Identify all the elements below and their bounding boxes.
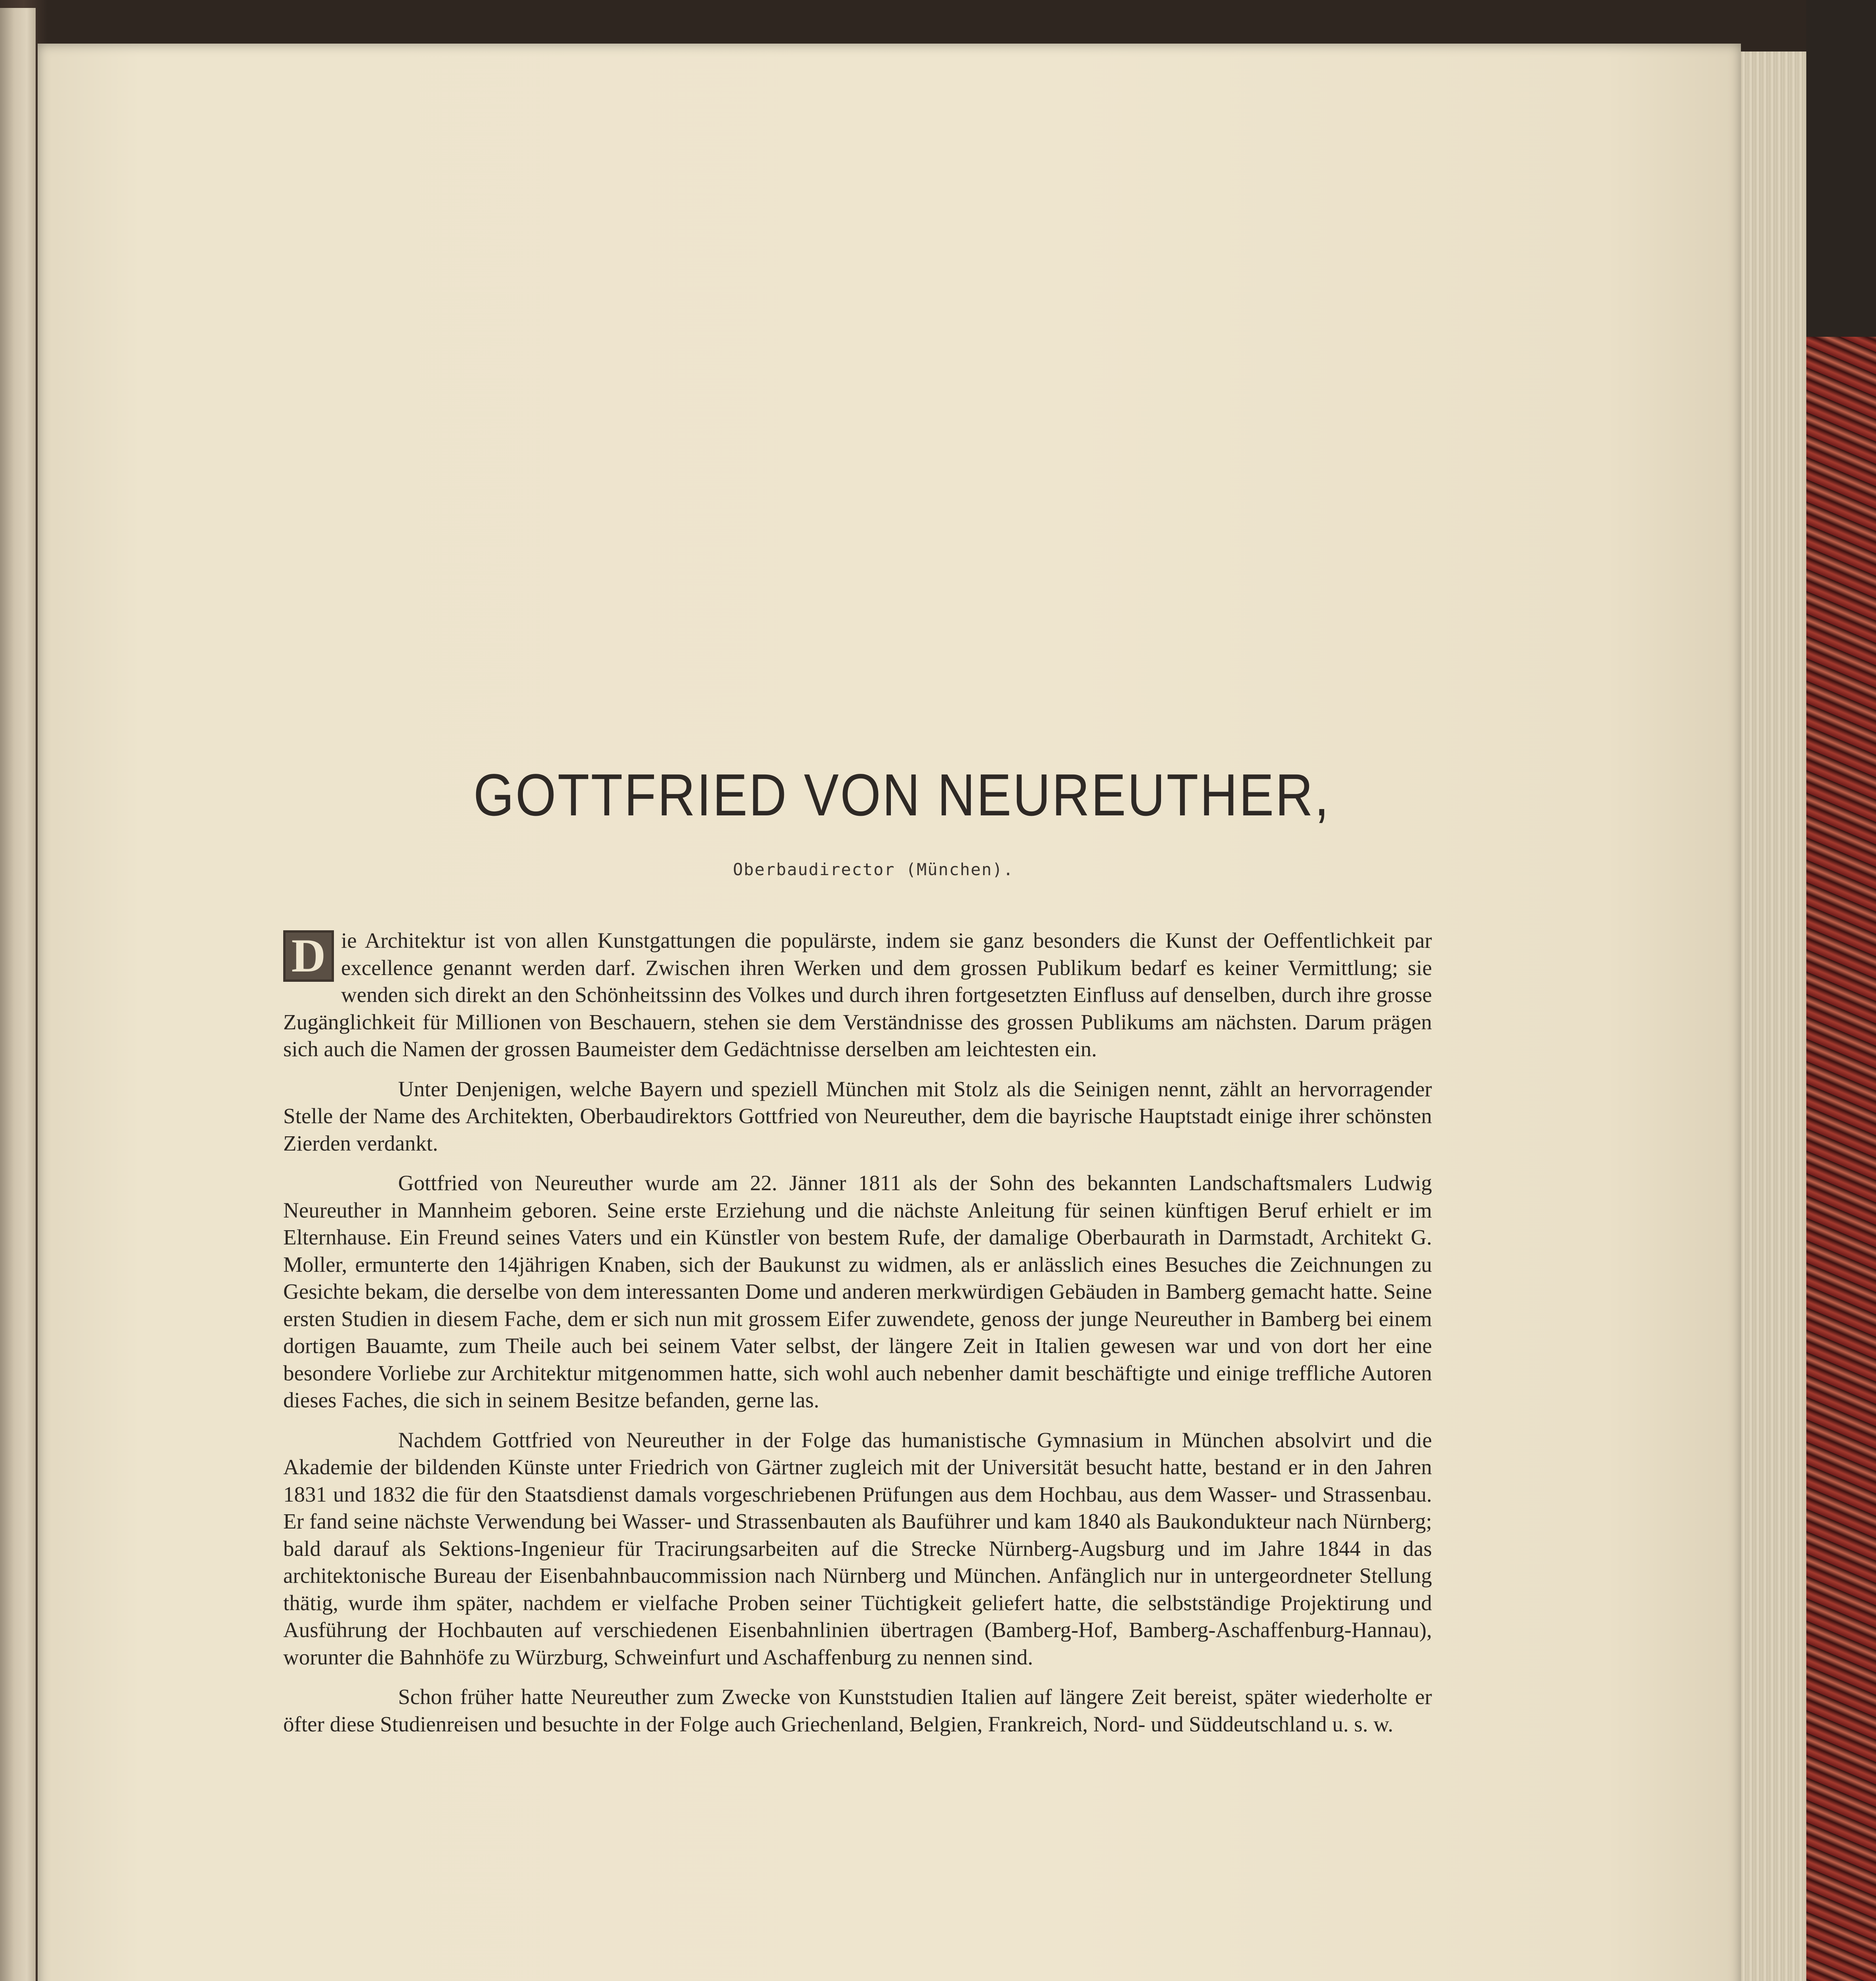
paragraph-5: Schon früher hatte Neureuther zum Zwecke von Kunststudien Italien auf längere Zeit bereist, später wiederholte er öfter diese Studienreisen und besuchte in der Folge auch Griechenland, Belgien, Frankreich, Nord- und Süddeutschland u. s. w. (283, 1685, 1432, 1736)
paragraph-1 (283, 927, 1432, 1063)
page-subtitle: Oberbaudirector (München). (733, 860, 1014, 879)
binding-top (1806, 0, 1876, 337)
page-content (38, 44, 1741, 1981)
marbled-binding (1806, 337, 1876, 1981)
paragraph-3: Gottfried von Neureuther wurde am 22. Jänner 1811 als der Sohn des bekannten Landschaftsmalers Ludwig Neureuther in Mannheim geboren. Seine erste Erziehung und die nächste Anleitung für seinen künftigen Beruf erhielt er im Elternhause. Ein Freund seines Vaters und ein Künstler von bestem Rufe, der damalige Oberbaurath in Darmstadt, Architekt G. Moller, ermunterte den 14jährigen Knaben, sich der Baukunst zu widmen, als er anlässlich eines Besuches die Zeichnungen zu Gesichte bekam, die derselbe von dem interessanten Dome und anderen merkwürdigen Gebäuden in Bamberg gemacht hatte. Seine ersten Studien in diesem Fache, dem er sich nun mit grossem Eifer zuwendete, genoss der junge Neureuther in Bamberg bei einem dortigen Bauamte, zum Theile auch bei seinem Vater selbst, der längere Zeit in Italien gewesen war und von dort her eine besondere Vorliebe zur Architektur mitgenommen hatte, sich wohl auch nebenher damit beschäftigte und einige treffliche Autoren dieses Faches, die sich in seinem Besitze befanden, gerne las. (283, 1171, 1432, 1412)
paragraph-2: Unter Denjenigen, welche Bayern und speziell München mit Stolz als die Seinigen nennt, zählt an hervorragender Stelle der Name des Architekten, Oberbaudirektors Gottfried von Neureuther, dem die bayrische Hauptstadt einige ihrer schönsten Zierden verdankt. (283, 1076, 1432, 1155)
previous-page-edge (0, 8, 36, 1981)
page-edges (1739, 52, 1806, 1981)
paragraph-4: Nachdem Gottfried von Neureuther in der Folge das humanistische Gymnasium in München absolvirt und die Akademie der bildenden Künste unter Friedrich von Gärtner zugleich mit der Universität besucht hatte, bestand er in den Jahren 1831 und 1832 die für den Staatsdienst damals vorgeschriebenen Prüfungen aus dem Hochbau, aus dem Wasser- und Strassenbau. Er fand seine nächste Verwendung bei Wasser- und Strassenbauten als Bauführer und kam 1840 als Baukondukteur nach Nürnberg; bald darauf als Sektions-Ingenieur für Tracirungsarbeiten auf die Strecke Nürnberg-Augsburg und im Jahre 1844 in das architektonische Bureau der Eisenbahnbaucommission nach Nürnberg und München. Anfänglich nur in untergeordneter Stellung thätig, wurde ihm später, nachdem er vielfache Proben seiner Tüchtigkeit geliefert hatte, die selbstständige Projektirung und Ausführung der Hochbauten auf verschiedenen Eisenbahnlinien übertragen (Bamberg-Hof, Bamberg-Aschaffenburg-Hannau), worunter die Bahnhöfe zu Würzburg, Schweinfurt und Aschaffenburg zu nennen sind. (283, 1428, 1432, 1669)
page-title: GOTTFRIED VON NEUREUTHER, (473, 761, 1331, 828)
article-body (283, 927, 1432, 1750)
paragraph-text: ie Architektur ist von allen Kunstgattungen die populärste, indem sie ganz besonders die Kunst der Oeffentlichkeit par excellence genannt werden darf. Zwischen ihren Werken und dem grossen Publikum bedarf es keiner Vermittlung; sie wenden sich direkt an den Schönheitssinn des Volkes und durch ihren fortgesetzten Einfluss auf denselben, durch ihre grosse Zugänglichkeit für Millionen von Beschauern, stehen sie dem Verständnisse des grossen Publikums am nächsten. Darum prägen sich auch die Namen der grossen Baumeister dem Gedächtnisse derselben am leichtesten ein. (283, 928, 1432, 1061)
dropcap-initial: D (283, 930, 334, 982)
book-page (38, 44, 1741, 1981)
